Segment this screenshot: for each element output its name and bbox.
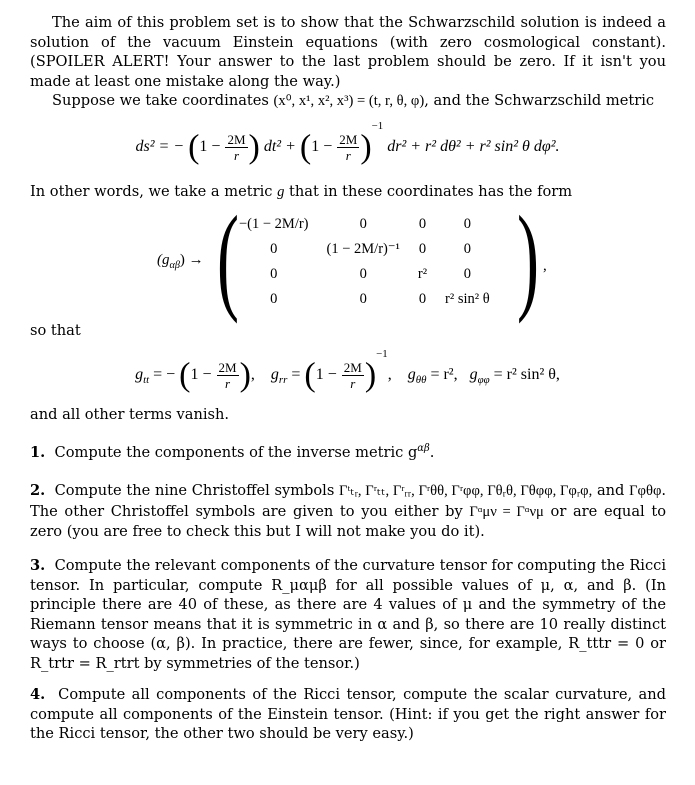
coordinates-text-after: , and the Schwarzschild metric	[424, 92, 655, 109]
problem-3: 3. Compute the relevant components of the curvature tensor for computing the Ricci tensor. In particular, compute R_μαμβ for all possible values of μ, α, and β. (In principle there are 40 of these, as there are 4 values of μ and the symmetry of the Riemann tensor means that it is symmetric in α and β, so there are 10 really distinct ways to choose (α, β). In practice, there are fewer, since, for example, R_tttr = 0 or R_trtr = R_rtrt by symmetries of the tensor.)	[30, 557, 666, 672]
matrix-left-paren: (	[216, 191, 239, 324]
problem-4: 4. Compute all components of the Ricci tensor, compute the scalar curvature, and compute all components of the Einstein tensor. (Hint: if you get the right answer for the Ricci tensor, the other two should be very easy.)	[30, 686, 667, 743]
matrix-table	[230, 212, 499, 312]
problem-2: 2. Compute the nine Christoffel symbols Γᵗₜᵣ, Γʳₜₜ, Γʳᵣᵣ, Γʳθθ, Γʳφφ, Γθᵣθ, Γθφφ, Γφᵣφ, and Γφθφ. The other Christoffel symbols are given to you either by Γᵅμν = Γᵅνμ or are equal to zero (you are free to check this but I will not make you do it).	[30, 482, 667, 541]
matrix-row	[230, 237, 499, 262]
matrix-cell: −(1 − 2M/r)	[239, 216, 309, 232]
coordinates-tuple: (x⁰, x¹, x², x³) = (t, r, θ, φ)	[273, 93, 425, 109]
matrix-row	[230, 262, 499, 287]
eq1-fraction-b: $\frac{2M}{r}$	[339, 131, 358, 163]
matrix-cell: 0	[463, 266, 471, 282]
matrix-cell: 0	[418, 241, 427, 257]
problem-1: 1. Compute the components of the inverse metric $g^{\alpha\beta}$.	[30, 443, 435, 461]
matrix-cell: 0	[359, 216, 367, 232]
eq1-term2: dr² + r² dθ² + r² sin² θ dφ².	[387, 138, 560, 155]
eq1-fraction-a: $\frac{2M}{r}$	[227, 131, 246, 163]
intro-paragraph: The aim of this problem set is to show that the Schwarzschild solution is indeed a solution of the vacuum Einstein equations (with zero cosmological constant). (SPOILER ALERT! Your answer to the last problem should be zero. If it isn't you made at least one mistake along the way.)	[30, 14, 666, 90]
matrix-cell: 0	[270, 241, 278, 257]
matrix-row	[230, 287, 499, 312]
matrix-right-paren: )	[516, 191, 539, 324]
matrix-cell: 0	[359, 266, 367, 282]
matrix-cell: 0	[463, 241, 471, 257]
matrix-trailing-comma: ,	[543, 258, 547, 274]
eq1-term1: dt² +	[263, 138, 296, 155]
metric-form-paragraph: In other words, we take a metric g that in these coordinates has the form	[30, 183, 573, 200]
matrix-label: $(g_{\alpha\beta})$ →	[157, 252, 204, 271]
matrix-cell: 0	[270, 291, 278, 307]
matrix-cell: 0	[418, 291, 427, 307]
matrix-cell: r² sin² θ	[445, 291, 490, 307]
schwarzschild-metric-equation: ds² = − (1 − $\frac{2M}{r}$ ) dt² + (1 − $\frac{2M}{r}$ )$^{-1}$ dr² + r² dθ² + r² sin² θ dφ².	[135, 120, 560, 166]
matrix-cell: 0	[418, 216, 427, 232]
matrix-cell: (1 − 2M/r)⁻¹	[326, 241, 400, 257]
eq1-exponent: −1	[371, 120, 384, 132]
metric-components-equation: $g_{tt}$ = − (1 − $\frac{2M}{r}$ ), $g_{rr} = (1$ − $\frac{2M}{r}$ )$^{-1}$, $g_{\theta\theta} = r^2$, $g_{\varphi\varphi} = r^2$ sin² θ,	[135, 348, 560, 394]
matrix-cell: 0	[359, 291, 367, 307]
eq1-lhs: ds² = −	[135, 138, 185, 155]
matrix-cell: 0	[463, 216, 471, 232]
matrix-cell: r²	[417, 266, 428, 282]
coordinates-text-before: Suppose we take coordinates	[52, 92, 269, 109]
coordinates-paragraph	[30, 91, 666, 112]
matrix-cell: 0	[270, 266, 278, 282]
so-that-text: so that	[30, 322, 81, 339]
vanish-text: and all other terms vanish.	[30, 406, 230, 423]
matrix-row	[230, 212, 499, 237]
